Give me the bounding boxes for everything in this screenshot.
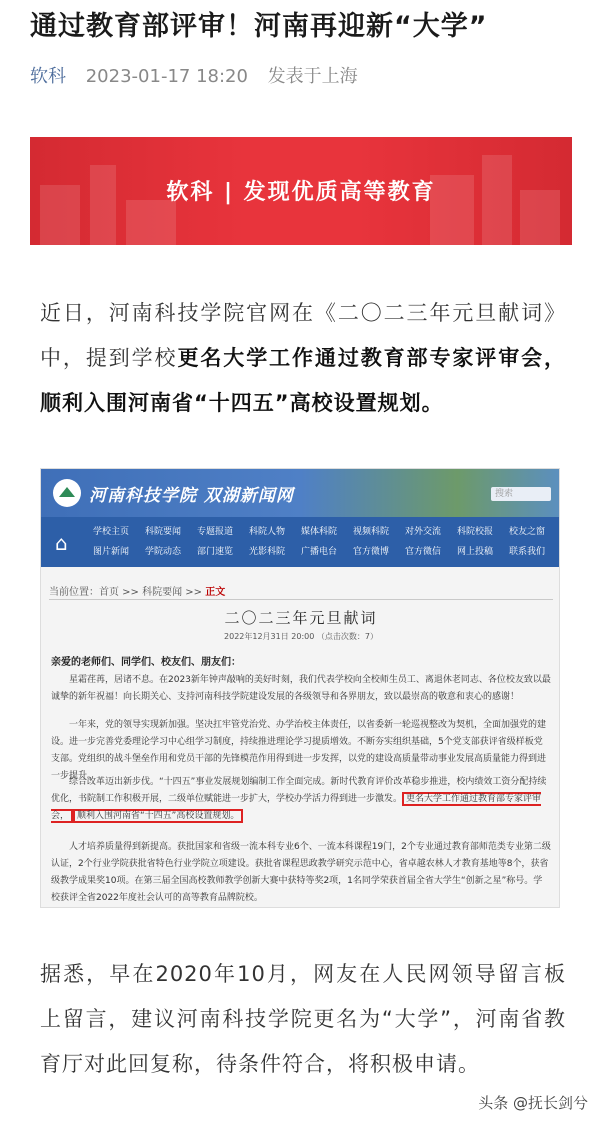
paragraph-2: 据悉，早在2020年10月，网友在人民网领导留言板上留言，建议河南科技学院更名为“大学”，河南省教育厅对此回复称，待条件符合，将积极申请。 [40, 962, 566, 1076]
nav-item: 官方微信 [404, 547, 441, 557]
article-meta [30, 62, 358, 88]
school-logo-icon [53, 479, 81, 507]
nav-item: 学校主页 [92, 527, 129, 537]
article-title: 通过教育部评审！河南再迎新“大学” [30, 11, 488, 42]
doc-greeting: 亲爱的老师们、同学们、校友们、朋友们： [51, 657, 241, 668]
divider [49, 599, 553, 600]
nav-item: 学院动态 [144, 547, 181, 557]
nav-row-2 [85, 543, 553, 563]
doc-paragraph [51, 774, 551, 825]
paragraph-1-text: 近日，河南科技学院官网在《二〇二三年元旦献词》中，提到学校 [40, 301, 566, 370]
publish-time: 2023-01-17 18:20 [85, 66, 248, 87]
nav-item: 校友之窗 [508, 527, 545, 537]
site-nav [41, 517, 560, 567]
publish-location: 发表于上海 [267, 66, 358, 87]
embedded-screenshot [40, 468, 560, 908]
breadcrumb-label: 当前位置： [49, 587, 99, 598]
doc-title: 二〇二三年元旦献词 [224, 609, 378, 627]
doc-paragraph: 人才培养质量得到新提高。获批国家和省级一流本科专业6个、一流本科课程19门，2个专业通过教育部师范类专业第二级认证，2个行业学院获批省特色行业学院立项建设。获批省课程思政教学研究示范中心，省卓越农林人才教育基地等8个，获省级教学成果奖10项。在第三届全国高校教师教学创新大赛中获特等奖2项，1名同学荣获首届全省大学生“创新之星”称号。学校获评全省2022年度社会认可的高等教育品牌院校。 [51, 842, 551, 903]
nav-item: 官方微博 [352, 547, 389, 557]
nav-item: 广播电台 [300, 547, 337, 557]
banner-text: 软科 | 发现优质高等教育 [166, 180, 436, 205]
paragraph-1 [40, 291, 566, 426]
nav-item: 对外交流 [404, 527, 441, 537]
doc-date: 2022年12月31日 20:00 （点击次数：7） [224, 632, 378, 641]
highlight-box: 更名大学工作通过教育部专家评审会， [51, 794, 542, 821]
nav-item: 专题报道 [196, 527, 233, 537]
banner-building-deco [126, 200, 176, 245]
doc-paragraph: 星霜荏苒，居诸不息。在2023新年钟声敲响的美好时刻，我们代表学校向全校师生员工、离退休老同志、各位校友致以最诚挚的新年祝福！向长期关心、支持河南科技学院建设发展的各级领导和各界朋友，致以最崇高的敬意和衷心的感谢！ [51, 675, 551, 702]
doc-paragraph: 一年来，党的领导实现新加强。坚决扛牢管党治党、办学治校主体责任，以省委新一轮巡视整改为契机，全面加强党的建设。进一步完善党委理论学习中心组学习制度，持续推进理论学习提质增效。不断夯实组织基础，5个党支部获评省级样板党支部。党组织的战斗堡垒作用和党员干部的先锋模范作用得到进一步发挥，以党的建设高质量带动事业发展高质量能力得到进一步提升。 [51, 720, 547, 781]
author-link[interactable]: 软科 [30, 66, 66, 87]
doc-paragraph-text: 综合改革迈出新步伐。“十四五”事业发展规划编制工作全面完成。新时代教育评价改革稳步推进，校内绩效工资分配持续优化，书院制工作积极开展，二级单位赋能进一步扩大，学校办学活力得到进一步激发。 [51, 777, 547, 804]
banner-image [30, 137, 572, 245]
nav-item: 科院校报 [456, 527, 493, 537]
watermark: 头条 @抚长剑兮 [478, 1094, 588, 1112]
nav-item: 视频科院 [352, 527, 389, 537]
breadcrumb-current: 正文 [205, 587, 226, 598]
home-icon: ⌂ [55, 531, 68, 555]
breadcrumb-path: 首页 >> 科院要闻 >> [99, 587, 206, 598]
nav-item: 光影科院 [248, 547, 285, 557]
site-search-input: 搜索 [491, 487, 551, 501]
nav-item: 媒体科院 [300, 527, 337, 537]
nav-item: 图片新闻 [92, 547, 129, 557]
nav-row-1 [85, 523, 553, 543]
breadcrumb [49, 583, 225, 598]
nav-item: 联系我们 [508, 547, 545, 557]
site-name: 河南科技学院 双湖新闻网 [89, 486, 294, 506]
nav-item: 科院人物 [248, 527, 285, 537]
nav-item: 部门速览 [196, 547, 233, 557]
highlight-box: 顺利入围河南省“十四五”高校设置规划。 [73, 809, 243, 823]
paragraph-1-bold: 更名大学工作通过教育部专家评审会，顺利入围河南省“十四五”高校设置规划。 [40, 346, 567, 415]
site-header [41, 469, 560, 517]
nav-item: 网上投稿 [456, 547, 493, 557]
nav-item: 科院要闻 [144, 527, 181, 537]
